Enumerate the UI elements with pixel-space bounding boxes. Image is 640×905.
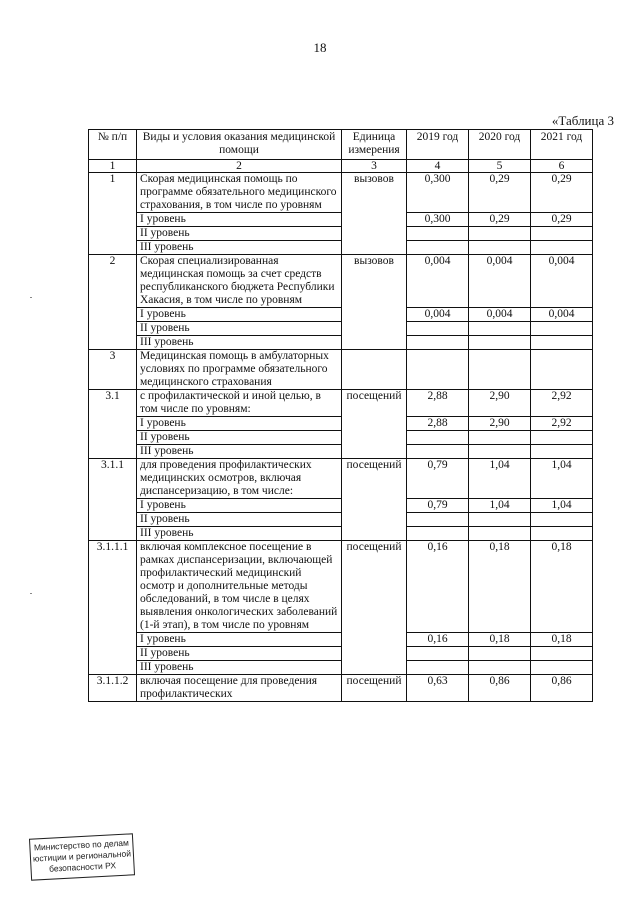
value-2019: 2,88	[407, 390, 469, 417]
header-unit: Единица измерения	[342, 130, 407, 160]
table-row-level	[89, 213, 593, 227]
table-row-level	[89, 227, 593, 241]
table-row-level	[89, 241, 593, 255]
page-number: 18	[313, 40, 327, 55]
header-2020: 2020 год	[469, 130, 531, 160]
row-unit	[342, 350, 407, 390]
row-name: Скорая медицинская помощь по программе обязательного медицинского страхования, в том числе по уровням	[137, 173, 342, 213]
column-number: 5	[469, 160, 531, 173]
value-2019: 0,16	[407, 541, 469, 633]
table-row-level	[89, 499, 593, 513]
value-2019	[407, 336, 469, 350]
level-name: III уровень	[137, 241, 342, 255]
table-row-level	[89, 417, 593, 431]
header-2019: 2019 год	[407, 130, 469, 160]
row-number: 1	[89, 173, 137, 255]
column-number-row	[89, 160, 593, 173]
value-2019: 0,004	[407, 255, 469, 308]
value-2020	[469, 336, 531, 350]
level-name: I уровень	[137, 308, 342, 322]
table-row-level	[89, 308, 593, 322]
table-row	[89, 459, 593, 499]
value-2021: 0,29	[531, 213, 593, 227]
ministry-stamp	[29, 833, 135, 880]
value-2020: 2,90	[469, 417, 531, 431]
value-2020	[469, 227, 531, 241]
header-2021: 2021 год	[531, 130, 593, 160]
table-row	[89, 255, 593, 308]
level-name: II уровень	[137, 647, 342, 661]
value-2020: 1,04	[469, 499, 531, 513]
table-row-level	[89, 633, 593, 647]
value-2019	[407, 527, 469, 541]
table-row-level	[89, 527, 593, 541]
value-2020: 0,86	[469, 675, 531, 702]
table-row-level	[89, 513, 593, 527]
row-name: с профилактической и иной целью, в том числе по уровням:	[137, 390, 342, 417]
stamp-line: безопасности РХ	[48, 860, 117, 874]
value-2021	[531, 336, 593, 350]
value-2021	[531, 227, 593, 241]
table-row	[89, 390, 593, 417]
value-2021	[531, 431, 593, 445]
value-2021: 1,04	[531, 459, 593, 499]
value-2021	[531, 350, 593, 390]
value-2020: 0,18	[469, 541, 531, 633]
value-2020	[469, 445, 531, 459]
value-2021	[531, 445, 593, 459]
value-2019: 0,004	[407, 308, 469, 322]
value-2021: 0,18	[531, 633, 593, 647]
value-2021	[531, 322, 593, 336]
level-name: I уровень	[137, 499, 342, 513]
row-name: включая посещение для проведения профилактических	[137, 675, 342, 702]
value-2020: 0,004	[469, 255, 531, 308]
table-row	[89, 541, 593, 633]
level-name: I уровень	[137, 213, 342, 227]
value-2020: 2,90	[469, 390, 531, 417]
value-2020: 0,29	[469, 173, 531, 213]
row-name: Медицинская помощь в амбулаторных условиях по программе обязательного медицинского страхования	[137, 350, 342, 390]
value-2020	[469, 527, 531, 541]
value-2020	[469, 241, 531, 255]
level-name: III уровень	[137, 661, 342, 675]
column-number: 2	[137, 160, 342, 173]
table-caption: «Таблица 3	[551, 113, 614, 128]
value-2021	[531, 527, 593, 541]
value-2020	[469, 513, 531, 527]
value-2019	[407, 322, 469, 336]
stamp-line: юстиции и региональной	[32, 848, 132, 864]
value-2021	[531, 513, 593, 527]
stamp-line: Министерство по делам	[33, 837, 130, 853]
table-row-level	[89, 647, 593, 661]
value-2021	[531, 647, 593, 661]
value-2019	[407, 647, 469, 661]
header-name: Виды и условия оказания медицинской помощи	[137, 130, 342, 160]
value-2021: 0,18	[531, 541, 593, 633]
value-2019	[407, 241, 469, 255]
row-name: Скорая специализированная медицинская помощь за счет средств республиканского бюджета Республики Хакасия, в том числе по уровням	[137, 255, 342, 308]
row-unit: посещений	[342, 541, 407, 675]
level-name: III уровень	[137, 527, 342, 541]
row-name: для проведения профилактических медицинских осмотров, включая диспансеризацию, в том числе:	[137, 459, 342, 499]
row-unit: посещений	[342, 390, 407, 459]
table-row	[89, 350, 593, 390]
level-name: II уровень	[137, 322, 342, 336]
value-2021: 1,04	[531, 499, 593, 513]
row-number: 3.1.1	[89, 459, 137, 541]
value-2019	[407, 661, 469, 675]
value-2019: 0,16	[407, 633, 469, 647]
table-body	[89, 173, 593, 702]
level-name: I уровень	[137, 633, 342, 647]
level-name: II уровень	[137, 431, 342, 445]
row-number: 3.1.1.1	[89, 541, 137, 675]
header-num: № п/п	[89, 130, 137, 160]
value-2021	[531, 241, 593, 255]
column-number: 1	[89, 160, 137, 173]
value-2020	[469, 431, 531, 445]
value-2019	[407, 431, 469, 445]
table-row-level	[89, 336, 593, 350]
scan-speck	[30, 297, 32, 298]
column-number: 6	[531, 160, 593, 173]
scan-speck	[30, 593, 32, 594]
value-2019: 2,88	[407, 417, 469, 431]
row-number: 3.1	[89, 390, 137, 459]
column-number: 3	[342, 160, 407, 173]
value-2019: 0,300	[407, 173, 469, 213]
value-2020: 0,29	[469, 213, 531, 227]
value-2019: 0,79	[407, 459, 469, 499]
value-2021: 2,92	[531, 390, 593, 417]
row-unit: вызовов	[342, 173, 407, 255]
level-name: II уровень	[137, 227, 342, 241]
row-name: включая комплексное посещение в рамках диспансеризации, включающей профилактический медицинский осмотр и дополнительные методы обследований, в том числе в целях выявления онкологических заболеваний (1-й этап), в том числе по уровням	[137, 541, 342, 633]
value-2019	[407, 350, 469, 390]
value-2021: 2,92	[531, 417, 593, 431]
level-name: III уровень	[137, 336, 342, 350]
value-2021: 0,004	[531, 308, 593, 322]
indicators-table	[88, 129, 593, 702]
value-2020	[469, 322, 531, 336]
row-number: 2	[89, 255, 137, 350]
value-2020	[469, 647, 531, 661]
table-row-level	[89, 445, 593, 459]
value-2020	[469, 350, 531, 390]
value-2019: 0,63	[407, 675, 469, 702]
row-unit: посещений	[342, 459, 407, 541]
level-name: I уровень	[137, 417, 342, 431]
value-2021: 0,004	[531, 255, 593, 308]
value-2019: 0,300	[407, 213, 469, 227]
value-2020: 0,18	[469, 633, 531, 647]
value-2020: 1,04	[469, 459, 531, 499]
column-number: 4	[407, 160, 469, 173]
table-row	[89, 675, 593, 702]
value-2021: 0,86	[531, 675, 593, 702]
level-name: III уровень	[137, 445, 342, 459]
value-2021: 0,29	[531, 173, 593, 213]
value-2021	[531, 661, 593, 675]
table-row	[89, 173, 593, 213]
header-row	[89, 130, 593, 160]
value-2019: 0,79	[407, 499, 469, 513]
row-unit: вызовов	[342, 255, 407, 350]
row-number: 3.1.1.2	[89, 675, 137, 702]
value-2019	[407, 513, 469, 527]
table-row-level	[89, 322, 593, 336]
table-row-level	[89, 431, 593, 445]
value-2020: 0,004	[469, 308, 531, 322]
row-number: 3	[89, 350, 137, 390]
value-2020	[469, 661, 531, 675]
table-row-level	[89, 661, 593, 675]
level-name: II уровень	[137, 513, 342, 527]
value-2019	[407, 445, 469, 459]
value-2019	[407, 227, 469, 241]
row-unit: посещений	[342, 675, 407, 702]
